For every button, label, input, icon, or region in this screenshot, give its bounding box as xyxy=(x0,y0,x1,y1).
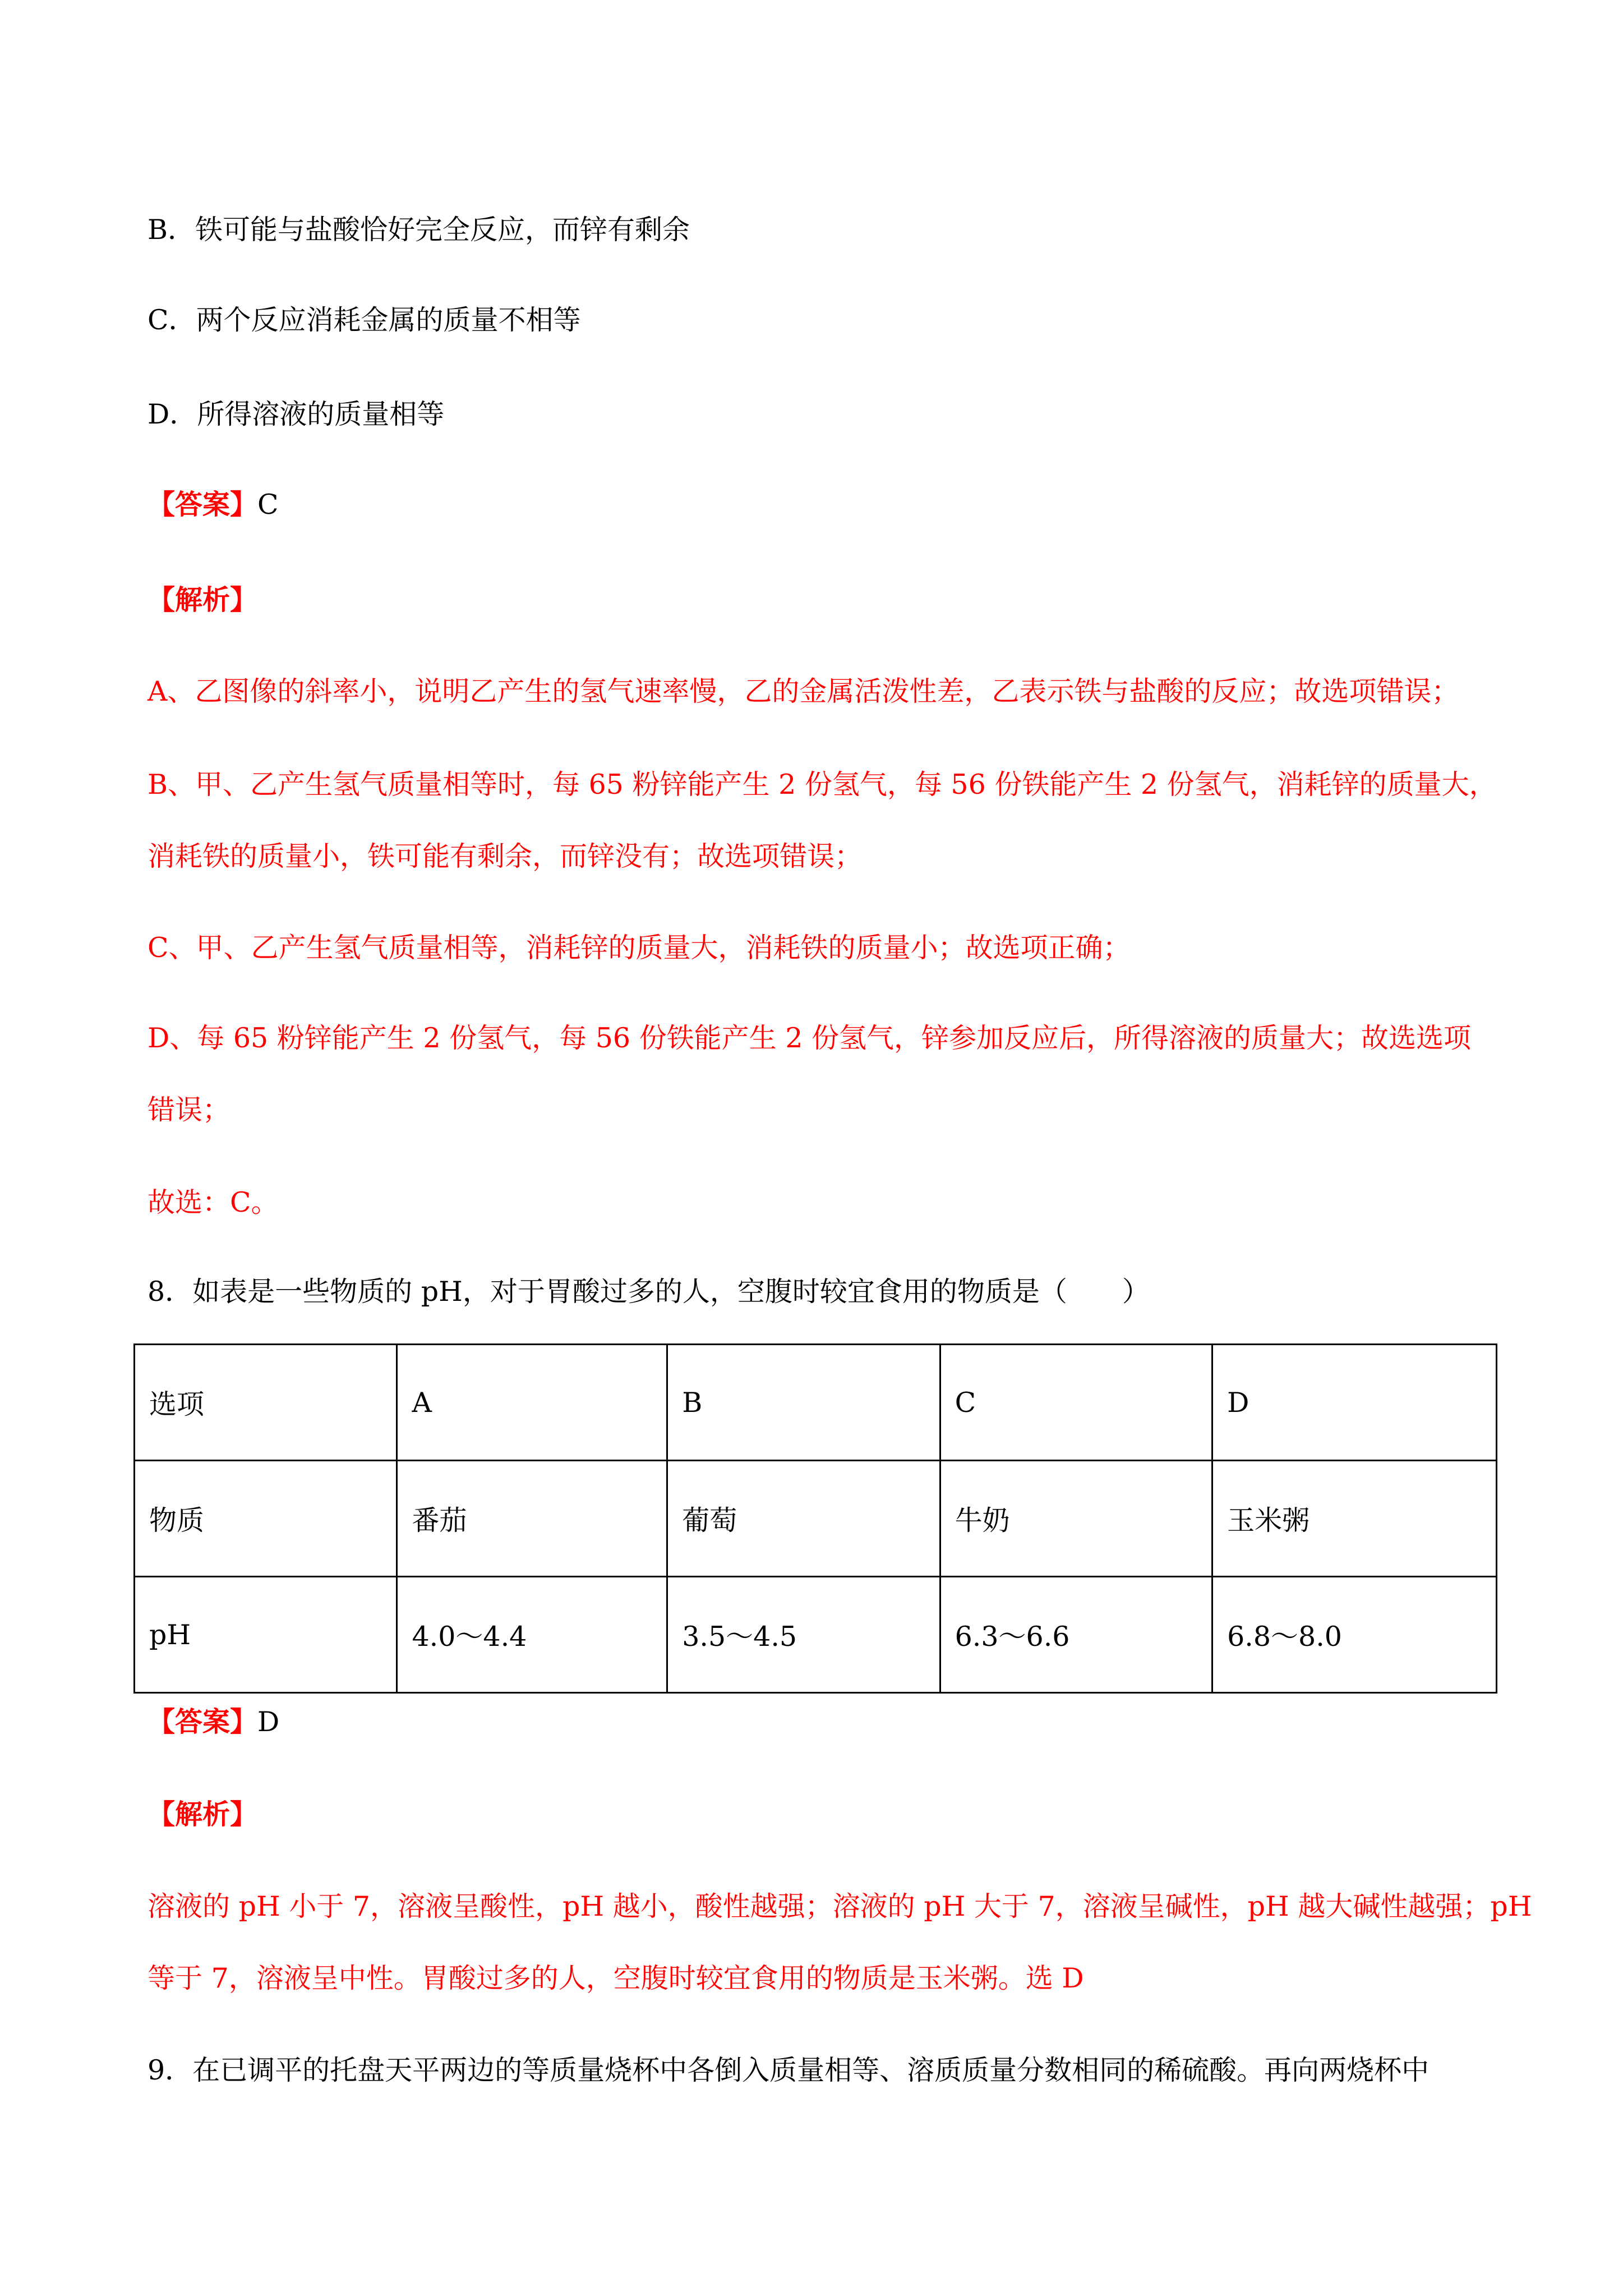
q9-stem: 9．在已调平的托盘天平两边的等质量烧杯中各倒入质量相等、溶质质量分数相同的稀硫酸。再向两烧杯中 xyxy=(147,2054,1430,2086)
q8-stem: 8．如表是一些物质的 pH，对于胃酸过多的人，空腹时较宜食用的物质是（ ） xyxy=(147,1276,1150,1308)
q7-analysis-line: B、甲、乙产生氢气质量相等时，每 65 粉锌能产生 2 份氢气，每 56 份铁能产生 2 份氢气，消耗锌的质量大， xyxy=(147,769,1497,800)
table-cell: 物质 xyxy=(135,1461,397,1577)
table-row xyxy=(135,1345,1497,1461)
q7-analysis-line: C、甲、乙产生氢气质量相等，消耗锌的质量大，消耗铁的质量小；故选项正确； xyxy=(147,932,1131,964)
q7-analysis-line: D、每 65 粉锌能产生 2 份氢气，每 56 份铁能产生 2 份氢气，锌参加反应后，所得溶液的质量大；故选选项 xyxy=(147,1022,1471,1054)
q8-analysis-tag: 【解析】 xyxy=(147,1798,258,1830)
answer-tag: 【答案】 xyxy=(147,489,258,521)
answer-value: D xyxy=(257,1706,280,1738)
table-cell: 6.8～8.0 xyxy=(1212,1577,1497,1693)
table-cell: C xyxy=(940,1345,1212,1461)
table-cell: 选项 xyxy=(135,1345,397,1461)
q7-answer xyxy=(147,488,279,522)
q7-analysis-line: 错误； xyxy=(147,1094,230,1126)
table-row xyxy=(135,1461,1497,1577)
table-cell: B xyxy=(667,1345,940,1461)
table-cell: 6.3～6.6 xyxy=(940,1577,1212,1693)
table-cell: 番茄 xyxy=(397,1461,667,1577)
answer-tag: 【答案】 xyxy=(147,1706,258,1738)
option-c: C．两个反应消耗金属的质量不相等 xyxy=(147,304,581,336)
table-cell: 3.5～4.5 xyxy=(667,1577,940,1693)
q7-conclusion: 故选：C。 xyxy=(147,1186,279,1218)
table-cell: A xyxy=(397,1345,667,1461)
table-cell: pH xyxy=(135,1577,397,1693)
option-d: D．所得溶液的质量相等 xyxy=(147,398,445,430)
table-row xyxy=(135,1577,1497,1693)
q7-analysis-tag: 【解析】 xyxy=(147,584,258,616)
table-cell: 葡萄 xyxy=(667,1461,940,1577)
q8-analysis-line: 等于 7，溶液呈中性。胃酸过多的人，空腹时较宜食用的物质是玉米粥。选 D xyxy=(147,1962,1084,1994)
q8-answer xyxy=(147,1705,279,1739)
table-cell: 牛奶 xyxy=(940,1461,1212,1577)
option-b: B．铁可能与盐酸恰好完全反应，而锌有剩余 xyxy=(147,214,690,246)
q8-analysis-line: 溶液的 pH 小于 7，溶液呈酸性，pH 越小，酸性越强；溶液的 pH 大于 7，溶液呈碱性，pH 越大碱性越强；pH xyxy=(147,1890,1532,1922)
answer-value: C xyxy=(257,489,279,521)
table-cell: 玉米粥 xyxy=(1212,1461,1497,1577)
ph-table xyxy=(133,1343,1497,1694)
table-cell: 4.0～4.4 xyxy=(397,1577,667,1693)
table-cell: D xyxy=(1212,1345,1497,1461)
q7-analysis-line: A、乙图像的斜率小，说明乙产生的氢气速率慢，乙的金属活泼性差，乙表示铁与盐酸的反应；故选项错误； xyxy=(147,675,1459,707)
q7-analysis-line: 消耗铁的质量小，铁可能有剩余，而锌没有；故选项错误； xyxy=(147,840,863,872)
